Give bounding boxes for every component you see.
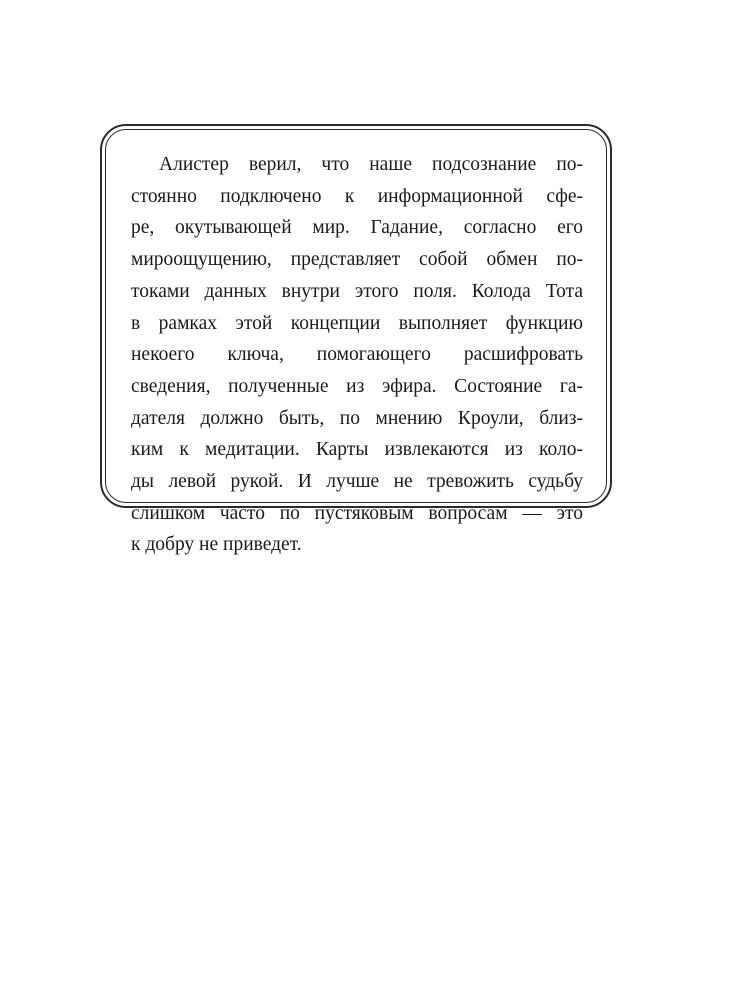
paragraph-line: к добру не приведет. xyxy=(131,534,302,556)
sidebar-paragraph xyxy=(131,149,583,561)
paragraph-line: слишком часто по пустяковым вопросам — это xyxy=(131,502,583,524)
paragraph-line: дателя должно быть, по мнению Кроули, близ- xyxy=(131,407,583,429)
paragraph-line: ды левой рукой. И лучше не тревожить судьбу xyxy=(131,471,583,493)
paragraph-line: мироощущению, представляет собой обмен по- xyxy=(131,249,583,271)
paragraph-line: Алистер верил, что наше подсознание по- xyxy=(159,154,583,175)
paragraph-line: сведения, полученные из эфира. Состояние га- xyxy=(131,375,583,397)
paragraph-line: ким к медитации. Карты извлекаются из коло- xyxy=(131,439,583,461)
paragraph-line: стоянно подключено к информационной сфе- xyxy=(131,185,583,207)
paragraph-line: в рамках этой концепции выполняет функцию xyxy=(131,312,583,334)
paragraph-line: токами данных внутри этого поля. Колода Тота xyxy=(131,280,583,302)
paragraph-line: некоего ключа, помогающего расшифровать xyxy=(131,344,583,366)
paragraph-line: ре, окутывающей мир. Гадание, согласно его xyxy=(131,217,583,239)
